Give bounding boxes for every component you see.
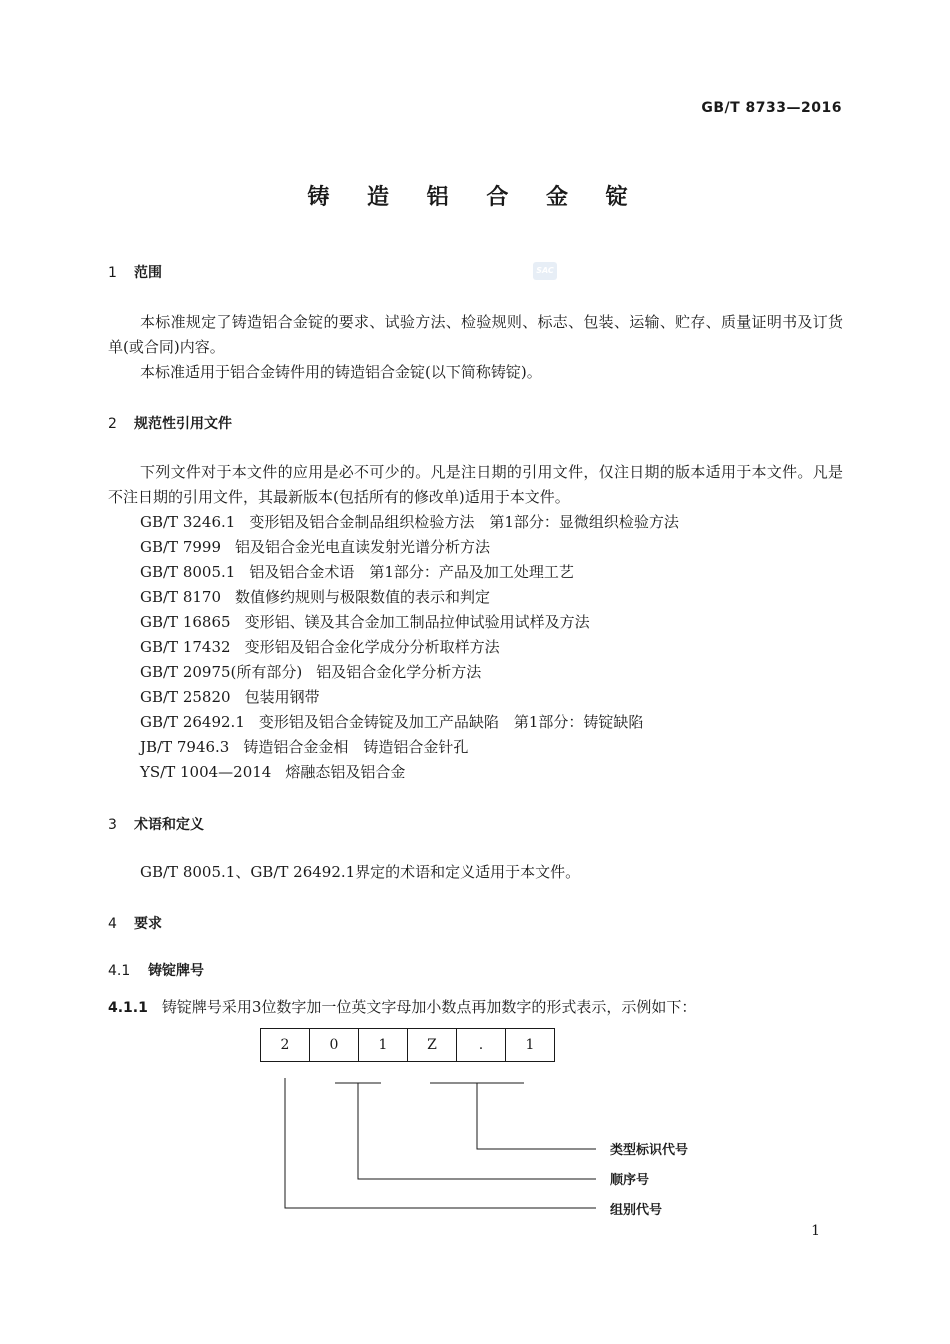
label-group-code: 组别代号 xyxy=(610,1203,663,1218)
page-number: 1 xyxy=(811,1223,820,1239)
section-number: 2 xyxy=(108,416,117,432)
paragraph: GB/T 8005.1、GB/T 26492.1界定的术语和定义适用于本文件。 xyxy=(140,863,581,881)
label-sequence: 顺序号 xyxy=(610,1173,650,1188)
section-number: 3 xyxy=(108,817,117,833)
reference-code: GB/T 3246.1 xyxy=(140,513,236,531)
reference-code: GB/T 20975(所有部分) xyxy=(140,663,303,681)
reference-code: GB/T 26492.1 xyxy=(140,713,245,731)
subsection-number: 4.1 xyxy=(108,963,131,979)
reference-code: YS/T 1004—2014 xyxy=(140,763,272,781)
section-number: 1 xyxy=(108,265,117,281)
designation-cell: 1 xyxy=(505,1028,555,1062)
designation-cell: 0 xyxy=(309,1028,359,1062)
section-title: 规范性引用文件 xyxy=(134,416,232,432)
section-title: 要求 xyxy=(134,916,162,932)
designation-cell: 1 xyxy=(358,1028,408,1062)
reference-title: 变形铝、镁及其合金加工制品拉伸试验用试样及方法 xyxy=(244,613,590,631)
reference-title: 变形铝及铝合金制品组织检验方法 第1部分：显微组织检验方法 xyxy=(249,513,679,531)
reference-code: GB/T 7999 xyxy=(140,538,222,556)
designation-cell: 2 xyxy=(260,1028,310,1062)
sac-watermark-logo: SAC xyxy=(533,262,557,280)
leader-line-group-code xyxy=(285,1078,596,1208)
reference-code: GB/T 25820 xyxy=(140,688,231,706)
paragraph: 本标准适用于铝合金铸件用的铸造铝合金锭(以下简称铸锭)。 xyxy=(140,363,542,381)
standard-code: GB/T 8733—2016 xyxy=(701,100,842,116)
reference-title: 铝及铝合金术语 第1部分：产品及加工处理工艺 xyxy=(249,563,574,581)
reference-title: 包装用钢带 xyxy=(244,688,320,706)
clause-number: 4.1.1 xyxy=(108,1000,148,1016)
reference-title: 变形铝及铝合金铸锭及加工产品缺陷 第1部分：铸锭缺陷 xyxy=(258,713,644,731)
designation-cell: Z xyxy=(407,1028,457,1062)
clause-text: 铸锭牌号采用3位数字加一位英文字母加小数点再加数字的形式表示，示例如下： xyxy=(161,998,697,1016)
section-title: 术语和定义 xyxy=(134,817,204,833)
reference-code: GB/T 8005.1 xyxy=(140,563,236,581)
reference-title: 变形铝及铝合金化学成分分析取样方法 xyxy=(244,638,500,656)
reference-title: 数值修约规则与极限数值的表示和判定 xyxy=(235,588,491,606)
reference-code: GB/T 8170 xyxy=(140,588,222,606)
reference-code: GB/T 17432 xyxy=(140,638,231,656)
label-type-code: 类型标识代号 xyxy=(610,1143,689,1158)
reference-code: JB/T 7946.3 xyxy=(140,738,230,756)
reference-code: GB/T 16865 xyxy=(140,613,231,631)
subsection-title: 铸锭牌号 xyxy=(148,963,204,979)
section-title: 范围 xyxy=(134,265,162,281)
reference-title: 铝及铝合金光电直读发射光谱分析方法 xyxy=(235,538,491,556)
section-number: 4 xyxy=(108,916,117,932)
paragraph: 本标准规定了铸造铝合金锭的要求、试验方法、检验规则、标志、包装、运输、贮存、质量证明书及订货单(或合同)内容。 xyxy=(108,313,843,356)
reference-title: 熔融态铝及铝合金 xyxy=(285,763,406,781)
leader-line-type-code xyxy=(477,1083,596,1149)
reference-title: 铝及铝合金化学分析方法 xyxy=(316,663,482,681)
reference-title: 铸造铝合金金相 铸造铝合金针孔 xyxy=(243,738,469,756)
document-title: 铸 造 铝 合 金 锭 xyxy=(307,185,643,210)
designation-cell: . xyxy=(456,1028,506,1062)
paragraph: 下列文件对于本文件的应用是必不可少的。凡是注日期的引用文件，仅注日期的版本适用于本文件。凡是不注日期的引用文件，其最新版本(包括所有的修改单)适用于本文件。 xyxy=(108,463,843,506)
